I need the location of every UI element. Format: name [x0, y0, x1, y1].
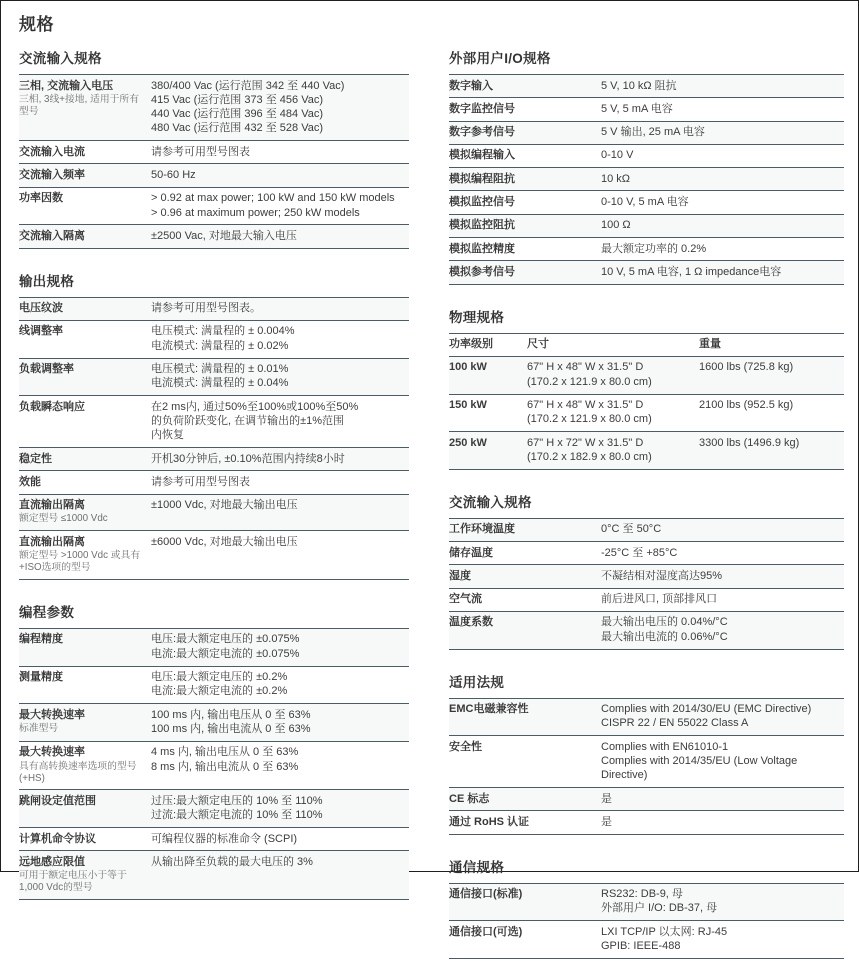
row-sublabel: 具有高转换速率选项的型号 (+HS) [19, 760, 137, 784]
value-line: 是 [601, 792, 612, 805]
row-value [601, 238, 844, 260]
section-title: 外部用户I/O规格 [449, 51, 551, 66]
value-line: 1600 lbs (725.8 kg) [699, 361, 794, 374]
spec-row [19, 320, 409, 358]
value-line: 从输出降至负载的最大电压的 3% [151, 855, 313, 868]
row-label-text: 安全性 [449, 740, 482, 753]
value-line: 415 Vac (运行范围 373 至 456 Vac) [151, 93, 323, 106]
value-line: 250 kW [449, 436, 487, 449]
row-value [151, 828, 409, 850]
value-line: 电压模式: 满量程的 ± 0.004% [151, 325, 295, 338]
row-label [19, 495, 151, 531]
spec-row [449, 588, 844, 611]
value-line: 请参考可用型号图表 [151, 145, 250, 158]
row-value [151, 359, 409, 396]
row-value [601, 811, 844, 833]
value-line: ±1000 Vdc, 对地最大输出电压 [151, 499, 298, 512]
row-label-text: 负载瞬态响应 [19, 400, 85, 413]
value-line: 67" H x 72" W x 31.5" D [527, 436, 644, 449]
spec-row [449, 883, 844, 921]
row-label-text: 最大转换速率 [19, 708, 85, 721]
row-label-text: 模拟编程阻抗 [449, 172, 515, 185]
value-line: (170.2 x 121.9 x 80.0 cm) [527, 375, 652, 388]
value-line: 电压模式: 满量程的 ± 0.01% [151, 363, 289, 376]
value-line: 电压:最大额定电压的 ±0.075% [151, 633, 300, 646]
row-value [601, 884, 844, 921]
spec-row [449, 121, 844, 144]
row-label [449, 565, 601, 587]
spec-section [449, 47, 844, 285]
row-value [151, 495, 409, 531]
table-row [449, 431, 844, 469]
spec-row [449, 74, 844, 97]
row-label-text: 最大转换速率 [19, 746, 85, 759]
value-line: 10 kΩ [601, 172, 631, 185]
row-label [449, 811, 601, 833]
value-line: 是 [601, 815, 612, 828]
value-line: 0-10 V [601, 149, 634, 162]
row-sublabel: 额定型号 >1000 Vdc 或具有+ISO选项的型号 [19, 549, 141, 574]
table-cell [449, 395, 527, 432]
value-line: 内恢复 [151, 429, 184, 442]
spec-row [19, 703, 409, 741]
value-line: 最大输出电流的 0.06%/°C [601, 630, 728, 643]
table-cell [527, 395, 699, 432]
spec-row [19, 666, 409, 704]
value-line: 5 V, 10 kΩ 阻抗 [601, 79, 677, 92]
row-value [601, 75, 844, 97]
row-value [151, 531, 409, 579]
row-label-text: 模拟监控精度 [449, 242, 515, 255]
row-label [449, 542, 601, 564]
row-value [151, 742, 409, 790]
value-line: 100 kW [449, 361, 487, 374]
row-label-text: 远地感应限值 [19, 855, 85, 868]
row-label-text: 湿度 [449, 569, 471, 582]
table-cell [699, 357, 844, 394]
row-value [151, 667, 409, 704]
table-cell [699, 432, 844, 469]
value-line: (170.2 x 182.9 x 80.0 cm) [527, 450, 652, 463]
spec-section [19, 270, 409, 580]
spec-row [19, 297, 409, 320]
spec-row [449, 190, 844, 213]
row-label [19, 396, 151, 447]
row-value [601, 589, 844, 611]
row-label-text: 直流输出隔离 [19, 535, 85, 548]
row-label [19, 298, 151, 320]
spec-section [19, 47, 409, 249]
spec-row [19, 628, 409, 666]
row-label-text: 模拟参考信号 [449, 265, 515, 278]
page-title: 规格 [19, 15, 54, 34]
row-label [19, 188, 151, 225]
value-line: 100 ms 内, 输出电压从 0 至 63% [151, 708, 311, 721]
value-line: -25°C 至 +85°C [601, 546, 678, 559]
value-line: 外部用户 I/O: DB-37, 母 [601, 902, 718, 915]
row-value [151, 704, 409, 741]
section-table [19, 297, 409, 580]
row-label [19, 141, 151, 163]
section-title: 编程参数 [19, 604, 75, 620]
table-cell [527, 357, 699, 394]
row-label [449, 215, 601, 237]
spec-row [449, 787, 844, 810]
spec-row [19, 741, 409, 790]
value-line: LXI TCP/IP 以太网: RJ-45 [601, 925, 728, 938]
row-label-text: 跳闸设定值范围 [19, 794, 96, 807]
spec-row [19, 74, 409, 140]
value-line: Directive) [601, 769, 648, 782]
value-line: RS232: DB-9, 母 [601, 888, 683, 901]
row-value [601, 261, 844, 283]
value-line: 100 ms 内, 输出电流从 0 至 63% [151, 722, 311, 735]
value-line: 5 V 输出, 25 mA 电容 [601, 126, 705, 139]
section-table [449, 698, 844, 835]
two-column-layout [19, 47, 844, 980]
section-table [19, 628, 409, 900]
row-sublabel: 可用于额定电压小于等于1,000 Vdc的型号 [19, 870, 127, 894]
spec-section [449, 306, 844, 470]
spec-row [449, 518, 844, 541]
row-value [601, 565, 844, 587]
row-label-text: 数字参考信号 [449, 126, 515, 139]
row-label [19, 790, 151, 827]
table-cell [449, 432, 527, 469]
row-label-text: 效能 [19, 475, 41, 488]
row-label-text: 储存温度 [449, 546, 493, 559]
row-label [449, 98, 601, 120]
row-value [151, 448, 409, 470]
section-title: 通信规格 [449, 859, 505, 875]
value-line: 8 ms 内, 输出电流从 0 至 63% [151, 760, 299, 773]
section-table [449, 883, 844, 959]
row-value [601, 215, 844, 237]
row-label [449, 75, 601, 97]
spec-row [19, 789, 409, 827]
row-label [449, 788, 601, 810]
value-line: ±6000 Vdc, 对地最大输出电压 [151, 535, 298, 548]
spec-row [19, 187, 409, 225]
value-line: (170.2 x 121.9 x 80.0 cm) [527, 413, 652, 426]
value-line: 可编程仪器的标准命令 (SCPI) [151, 832, 298, 845]
row-label [449, 699, 601, 736]
row-value [151, 396, 409, 447]
row-label-text: 测量精度 [19, 671, 63, 684]
spec-section [19, 601, 409, 900]
row-label-text: 工作环境温度 [449, 523, 515, 536]
spec-row [449, 698, 844, 736]
row-value [151, 141, 409, 163]
spec-section [449, 671, 844, 835]
row-value [151, 471, 409, 493]
value-line: 请参考可用型号图表 [151, 475, 250, 488]
row-label [449, 612, 601, 649]
value-line: 请参考可用型号图表。 [151, 302, 261, 315]
value-line: 4 ms 内, 输出电压从 0 至 63% [151, 746, 299, 759]
value-line: > 0.92 at max power; 100 kW and 150 kW models [151, 192, 395, 205]
row-value [151, 164, 409, 186]
table-row [449, 356, 844, 394]
table-header-cell: 功率级别 [449, 338, 493, 351]
row-value [151, 75, 409, 140]
spec-row [19, 140, 409, 163]
row-label [19, 164, 151, 186]
table-header-row [449, 333, 844, 356]
row-label [19, 225, 151, 247]
row-label-text: 模拟监控阻抗 [449, 219, 515, 232]
row-label [449, 145, 601, 167]
section-title: 适用法规 [449, 674, 505, 690]
row-label [19, 851, 151, 899]
row-label [19, 828, 151, 850]
row-value [601, 145, 844, 167]
section-title: 交流输入规格 [449, 494, 532, 510]
spec-row [449, 237, 844, 260]
row-label-text: CE 标志 [449, 792, 490, 805]
row-label-text: 直流输出隔离 [19, 499, 85, 512]
row-label [19, 359, 151, 396]
column-right [449, 47, 844, 980]
spec-row [449, 564, 844, 587]
value-line: 0-10 V, 5 mA 电容 [601, 195, 689, 208]
value-line: ±2500 Vac, 对地最大输入电压 [151, 229, 297, 242]
row-value [151, 298, 409, 320]
section-title: 交流输入规格 [19, 51, 102, 66]
row-label-text: 交流输入电流 [19, 145, 85, 158]
table-header-cell: 尺寸 [527, 338, 549, 351]
value-line: 10 V, 5 mA 电容, 1 Ω impedance电容 [601, 265, 782, 278]
row-value [601, 736, 844, 787]
row-value [601, 542, 844, 564]
spec-row [19, 850, 409, 899]
row-value [601, 122, 844, 144]
spec-row [19, 447, 409, 470]
spec-row [19, 827, 409, 850]
value-line: 电流模式: 满量程的 ± 0.02% [151, 339, 289, 352]
row-label [449, 884, 601, 921]
spec-row [449, 920, 844, 958]
row-label [449, 168, 601, 190]
value-line: 100 Ω [601, 219, 631, 232]
row-value [601, 921, 844, 958]
column-left [19, 47, 409, 921]
value-line: 过压:最大额定电压的 10% 至 110% [151, 794, 323, 807]
value-line: 电流:最大额定电流的 ±0.075% [151, 647, 300, 660]
row-label-text: 通信接口(标准) [449, 888, 523, 901]
row-label [449, 238, 601, 260]
row-label-text: 三相, 交流输入电压 [19, 79, 114, 92]
row-label [449, 191, 601, 213]
spec-row [19, 470, 409, 493]
value-line: Complies with 2014/30/EU (EMC Directive) [601, 703, 812, 716]
spec-row [449, 611, 844, 649]
row-label [19, 629, 151, 666]
spec-row [449, 260, 844, 283]
table-header-cell: 重量 [699, 338, 721, 351]
row-label-text: 空气流 [449, 593, 482, 606]
value-line: 电流:最大额定电流的 ±0.2% [151, 685, 288, 698]
row-label-text: 线调整率 [19, 325, 63, 338]
row-label-text: 温度系数 [449, 616, 493, 629]
spec-row [19, 395, 409, 447]
row-value [151, 321, 409, 358]
value-line: 67" H x 48" W x 31.5" D [527, 361, 644, 374]
row-label [19, 321, 151, 358]
section-title: 输出规格 [19, 273, 75, 289]
spec-row [19, 224, 409, 247]
row-label-text: 编程精度 [19, 633, 63, 646]
section-table [19, 74, 409, 249]
table-cell [449, 357, 527, 394]
value-line: 前后进风口, 顶部排风口 [601, 593, 718, 606]
section-table [449, 74, 844, 285]
value-line: 过流:最大额定电流的 10% 至 110% [151, 809, 323, 822]
row-label [19, 742, 151, 790]
spec-row [449, 541, 844, 564]
row-label-text: 负载调整率 [19, 363, 74, 376]
spec-row [19, 494, 409, 531]
row-label [19, 471, 151, 493]
row-label-text: 稳定性 [19, 452, 52, 465]
row-label-text: 电压纹波 [19, 302, 63, 315]
table-row [449, 394, 844, 432]
row-label-text: 交流输入频率 [19, 168, 85, 181]
value-line: 50-60 Hz [151, 168, 196, 181]
spec-row [19, 358, 409, 396]
row-value [601, 788, 844, 810]
row-value [151, 225, 409, 247]
value-line: > 0.96 at maximum power; 250 kW models [151, 206, 360, 219]
spec-row [449, 97, 844, 120]
row-label [449, 261, 601, 283]
row-value [151, 790, 409, 827]
spec-row [449, 214, 844, 237]
value-line: Complies with 2014/35/EU (Low Voltage [601, 754, 798, 767]
value-line: 不凝结相对湿度高达95% [601, 569, 723, 582]
value-line: 电流模式: 满量程的 ± 0.04% [151, 377, 289, 390]
row-label-text: 模拟编程输入 [449, 149, 515, 162]
row-label-text: 通信接口(可选) [449, 925, 523, 938]
row-sublabel: 标准型号 [19, 722, 59, 734]
row-label [449, 921, 601, 958]
table-cell [699, 395, 844, 432]
value-line: 150 kW [449, 399, 487, 412]
value-line: GPIB: IEEE-488 [601, 940, 681, 952]
row-label-text: 模拟监控信号 [449, 195, 515, 208]
spec-section [449, 856, 844, 959]
row-label-text: 交流输入隔离 [19, 229, 85, 242]
row-value [601, 519, 844, 541]
row-label-text: 计算机命令协议 [19, 832, 96, 845]
value-line: CISPR 22 / EN 55022 Class A [601, 717, 749, 730]
row-label-text: 功率因数 [19, 192, 63, 205]
value-line: 2100 lbs (952.5 kg) [699, 399, 794, 412]
row-value [151, 851, 409, 899]
row-label-text: 数字监控信号 [449, 102, 515, 115]
section-table [449, 518, 844, 650]
value-line: 的负荷阶跃变化, 在调节输出的±1%范围 [151, 414, 345, 427]
row-label [19, 448, 151, 470]
row-label [19, 704, 151, 741]
row-value [151, 629, 409, 666]
row-label [449, 519, 601, 541]
row-label [449, 589, 601, 611]
row-sublabel: 三相, 3线+接地, 适用于所有型号 [19, 93, 140, 118]
value-line: 最大输出电压的 0.04%/°C [601, 616, 728, 629]
value-line: 380/400 Vac (运行范围 342 至 440 Vac) [151, 79, 345, 92]
value-line: 5 V, 5 mA 电容 [601, 102, 673, 115]
row-value [601, 98, 844, 120]
row-label [19, 667, 151, 704]
spec-page [1, 1, 858, 980]
row-label [449, 122, 601, 144]
row-sublabel: 额定型号 ≤1000 Vdc [19, 513, 108, 525]
table-cell [527, 432, 699, 469]
value-line: 最大额定功率的 0.2% [601, 242, 707, 255]
row-label [19, 75, 151, 140]
row-value [601, 699, 844, 736]
row-value [601, 191, 844, 213]
row-label-text: 数字输入 [449, 79, 493, 92]
row-label-text: EMC电磁兼容性 [449, 703, 529, 716]
value-line: Complies with EN61010-1 [601, 740, 729, 753]
spec-row [449, 144, 844, 167]
spec-row [449, 810, 844, 833]
row-label-text: 通过 RoHS 认证 [449, 815, 530, 828]
value-line: 440 Vac (运行范围 396 至 484 Vac) [151, 108, 323, 121]
section-table [449, 333, 844, 470]
spec-section [449, 491, 844, 650]
section-title: 物理规格 [449, 309, 505, 325]
value-line: 480 Vac (运行范围 432 至 528 Vac) [151, 122, 323, 135]
row-label [19, 531, 151, 579]
value-line: 在2 ms内, 通过50%至100%或100%至50% [151, 400, 359, 413]
row-value [601, 168, 844, 190]
row-value [601, 612, 844, 649]
value-line: 开机30分钟后, ±0.10%范围内持续8小时 [151, 452, 345, 465]
value-line: 67" H x 48" W x 31.5" D [527, 399, 644, 412]
value-line: 0°C 至 50°C [601, 523, 662, 536]
row-value [151, 188, 409, 225]
spec-row [19, 163, 409, 186]
spec-row [449, 735, 844, 787]
spec-row [449, 167, 844, 190]
spec-row [19, 530, 409, 579]
row-label [449, 736, 601, 787]
value-line: 3300 lbs (1496.9 kg) [699, 436, 800, 449]
value-line: 电压:最大额定电压的 ±0.2% [151, 671, 288, 684]
